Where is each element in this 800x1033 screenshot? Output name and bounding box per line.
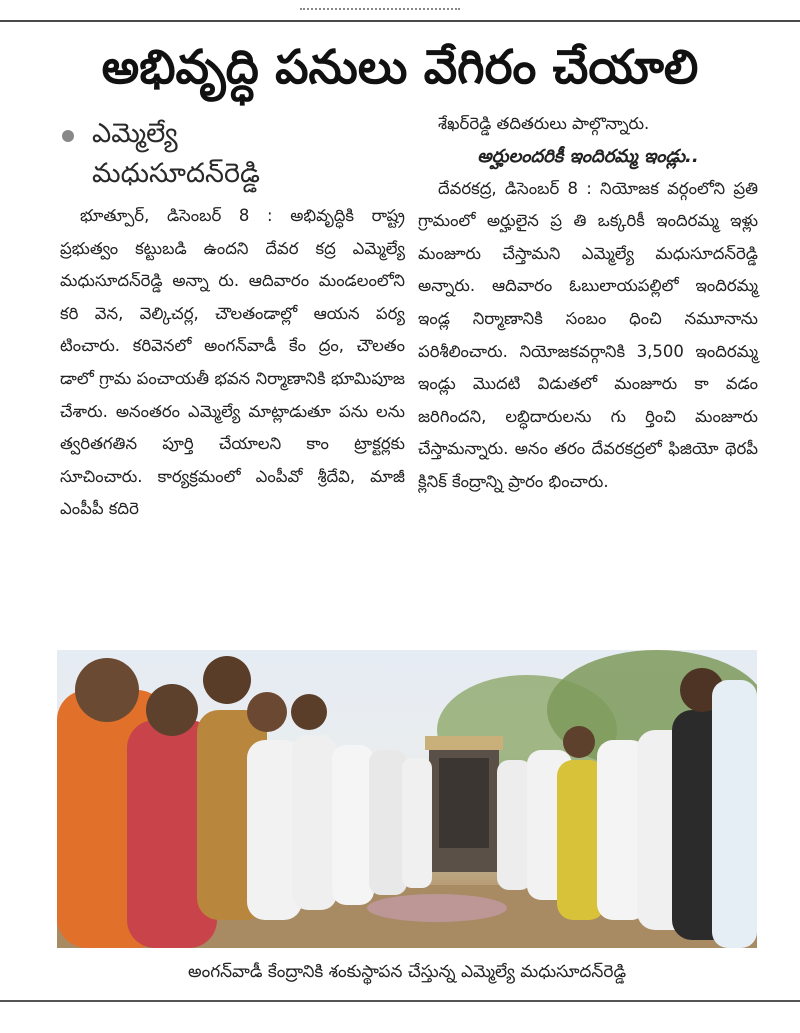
right-column (418, 108, 758, 499)
right-subheading: అర్హులందరికీ ఇందిరమ్మ ఇండ్లు.. (477, 145, 699, 167)
right-column-text: దేవరకద్ర, డిసెంబర్‌ 8 : నియోజక వర్గంలోని ప్రతి గ్రామంలో అర్హులైన ప్ర తి ఒక్కరికీ ఇందిరమ్మ ఇళ్లు మంజూరు చేస్తామని ఎమ్మెల్యే మధుసూదన్‌రెడ్డి అన్నారు. ఆదివారం ఓబులాయపల్లిలో ఇందిరమ్మ ఇండ్ల నిర్మాణానికి సంబం ధించి నమూనాను పరిశీలించారు. నియోజకవర్గానికి 3,500 ఇందిరమ్మ ఇండ్లు మొదటి విడుతలో మంజూరు కా వడం జరిగిందని, లబ్ధిదారులను గు ర్తించి మంజూరు చేస్తామన్నారు. అనం తరం దేవరకద్రలో ఫిజియో థెరపీ క్లినిక్‌ కేంద్రాన్ని ప్రారం భించారు. (418, 178, 758, 491)
subheadline: ఎమ్మెల్యే మధుసూదన్‌రెడ్డి (92, 118, 260, 189)
right-column-intro: శేఖర్‌రెడ్డి తదితరులు పాల్గొన్నారు. (438, 114, 650, 133)
top-rule (0, 0, 800, 22)
previous-article-edge (300, 0, 460, 10)
subheadline-block (60, 114, 405, 194)
bottom-rule (0, 1000, 800, 1002)
left-column-text: భూత్పూర్‌, డిసెంబర్‌ 8 : అభివృద్ధికి రాష్ట్ర ప్రభుత్వం కట్టుబడి ఉందని దేవర కద్ర ఎమ్మెల్యే మధుసూదన్‌రెడ్డి అన్నా రు. ఆదివారం మండలంలోని కరి వెన, వెల్కిచర్ల, చౌలతండాల్లో ఆయన పర్య టించారు. కరివెనలో అంగన్‌వాడీ కేం ద్రం, చౌలతం డాలో గ్రామ పంచాయతీ భవన నిర్మాణానికి భూమిపూజ చేశారు. అనంతరం ఎమ్మెల్యే మాట్లాడుతూ పను లను త్వరితగతిన పూర్తి చేయాలని కాం ట్రాక్టర్లకు సూచించారు. కార్యక్రమంలో ఎంపీవో శ్రీదేవి, మాజీ ఎంపీపీ కదిరె (60, 206, 405, 519)
left-column (60, 108, 405, 526)
bullet-icon (62, 130, 74, 142)
article-headline: అభివృద్ధి పనులు వేగిరం చేయాలి (101, 40, 699, 95)
news-photo (57, 650, 757, 948)
photo-caption: అంగన్‌వాడీ కేంద్రానికి శంకుస్థాపన చేస్తున్న ఎమ్మెల్యే మధుసూదన్‌రెడ్డి (187, 962, 627, 982)
photo-illustration (57, 650, 757, 948)
